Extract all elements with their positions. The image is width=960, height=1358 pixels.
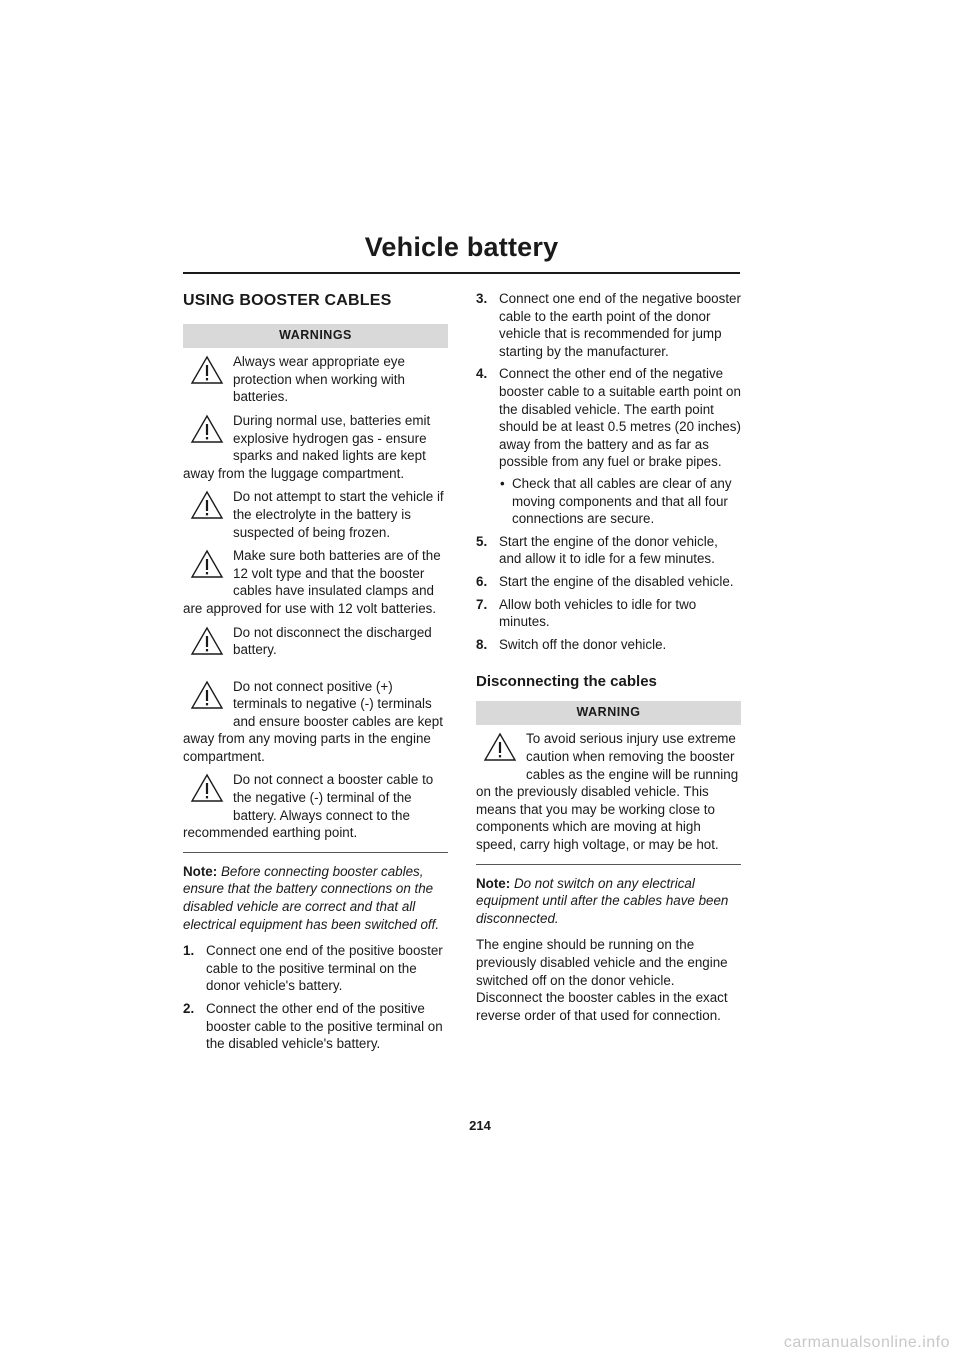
step-item — [183, 1000, 448, 1053]
steps-list — [183, 942, 448, 1053]
step-number: 8. — [476, 636, 488, 652]
step-item — [476, 290, 741, 360]
warning-triangle-icon — [183, 771, 231, 819]
steps-list — [476, 290, 741, 653]
note — [476, 875, 741, 928]
warning-item — [183, 488, 448, 541]
step-item — [476, 365, 741, 527]
warning-header: WARNING — [476, 701, 741, 726]
note-label: Note: — [183, 863, 218, 879]
warning-item — [183, 353, 448, 406]
warnings-header: WARNINGS — [183, 324, 448, 349]
step-text: Connect the other end of the positive booster cable to the positive terminal on the disabled vehicle's battery. — [206, 1001, 443, 1052]
step-number: 5. — [476, 533, 488, 549]
step-number: 1. — [183, 943, 195, 959]
page-number: 214 — [469, 1118, 491, 1133]
sub-heading: Disconnecting the cables — [476, 673, 657, 691]
warning-item — [183, 771, 448, 841]
step-number: 4. — [476, 366, 488, 382]
warning-item — [183, 547, 448, 617]
warning-triangle-icon — [183, 488, 231, 536]
title-rule — [183, 272, 740, 274]
warning-text: Do not disconnect the discharged battery. — [233, 624, 432, 658]
step-item — [476, 596, 741, 631]
left-column — [183, 290, 448, 1058]
warnings-box — [183, 324, 448, 853]
step-item — [476, 636, 741, 654]
warning-triangle-icon — [183, 547, 231, 595]
warning-text: Do not connect positive (+) terminals to negative (-) terminals and ensure booster cables are kept away from any moving parts in the engine compartment. — [183, 678, 443, 764]
bullet-text: Check that all cables are clear of any moving components and that all four connections are secure. — [512, 475, 732, 527]
step-text: Allow both vehicles to idle for two minutes. — [499, 596, 697, 630]
note-text: Do not switch on any electrical equipment until after the cables have been disconnected. — [476, 875, 729, 926]
body-paragraph: The engine should be running on the previously disabled vehicle and the engine switched off on the donor vehicle. Disconnect the booster cables in the exact reverse order of that used for connection. — [476, 937, 728, 1023]
warning-triangle-icon — [183, 678, 231, 726]
warning-item — [183, 412, 448, 482]
note — [183, 863, 448, 933]
step-text: Connect one end of the positive booster cable to the positive terminal on the donor vehicle's battery. — [206, 943, 443, 994]
warning-text: Do not connect a booster cable to the negative (-) terminal of the battery. Always connect to the recommended earthing point. — [183, 772, 434, 841]
bullet-item — [499, 475, 741, 528]
section-heading: USING BOOSTER CABLES — [183, 292, 392, 309]
warning-triangle-icon — [183, 412, 231, 460]
warning-item — [476, 730, 741, 853]
warning-text: Make sure both batteries are of the 12 volt type and that the booster cables have insulated clamps and are approved for use with 12 volt batteries. — [183, 548, 441, 616]
note-label: Note: — [476, 875, 511, 891]
step-text: Start the engine of the disabled vehicle. — [499, 573, 734, 589]
step-number: 6. — [476, 573, 488, 589]
warning-item — [183, 678, 448, 766]
step-text: Start the engine of the donor vehicle, and allow it to idle for a few minutes. — [499, 533, 718, 567]
step-text: Connect one end of the negative booster cable to the earth point of the donor vehicle that is recommended for jump starting by the manufacturer. — [499, 291, 741, 359]
warning-item — [183, 624, 448, 672]
step-text: Connect the other end of the negative booster cable to a suitable earth point on the disabled vehicle. The earth point should be at least 0.5 metres (20 inches) away from the battery and as far as possible from any fuel or brake pipes. — [499, 366, 741, 470]
warning-text: Always wear appropriate eye protection when working with batteries. — [233, 354, 405, 405]
warning-triangle-icon — [183, 624, 231, 672]
warning-text: During normal use, batteries emit explosive hydrogen gas - ensure sparks and naked lights are kept away from the luggage compartment. — [183, 412, 431, 481]
warning-triangle-icon — [183, 353, 231, 401]
step-number: 2. — [183, 1001, 195, 1016]
right-column — [476, 290, 741, 1024]
warning-text: To avoid serious injury use extreme caution when removing the booster cables as the engine will be running on the previously disabled vehicle. This means that you may be working close to components which are moving at high speed, carry high voltage, or may be hot. — [476, 731, 739, 853]
warning-box — [476, 701, 741, 865]
page-title: Vehicle battery — [364, 232, 559, 262]
warning-triangle-icon — [476, 730, 524, 778]
step-item — [183, 942, 448, 995]
watermark: carmanualsonline.info — [783, 1334, 950, 1351]
bullet-dot-icon: • — [500, 475, 505, 491]
step-item — [476, 573, 741, 591]
note-text: Before connecting booster cables, ensure that the battery connections on the disabled vehicle are correct and that all electrical equipment has been switched off. — [183, 863, 440, 932]
step-text: Switch off the donor vehicle. — [499, 636, 667, 652]
step-number: 3. — [476, 291, 488, 306]
step-number: 7. — [476, 596, 488, 612]
step-item — [476, 533, 741, 568]
warning-text: Do not attempt to start the vehicle if the electrolyte in the battery is suspected of being frozen. — [233, 489, 444, 540]
